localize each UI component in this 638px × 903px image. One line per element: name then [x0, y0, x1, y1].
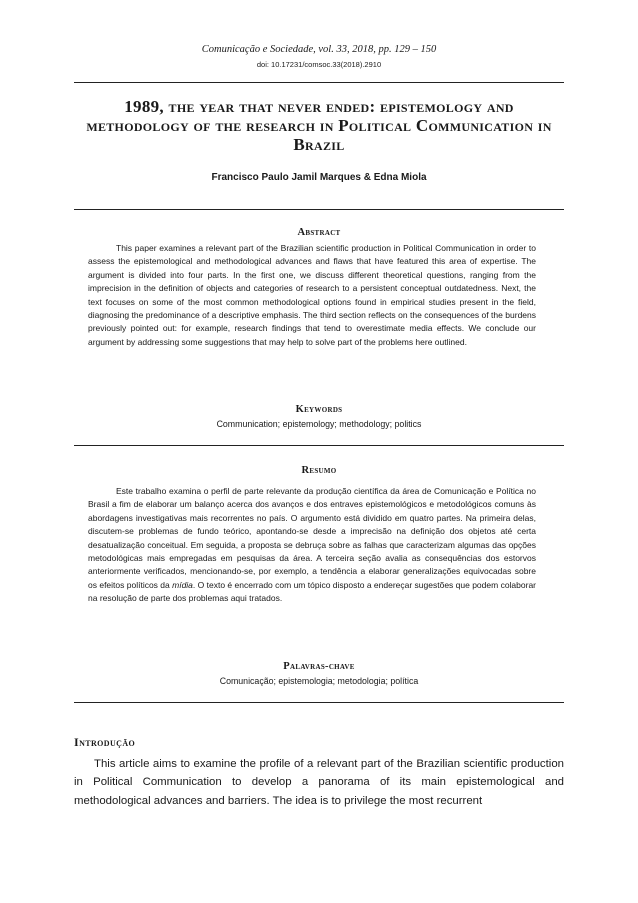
abstract-top-rule	[74, 209, 564, 210]
resumo-text	[88, 485, 536, 606]
keywords-text: Communication; epistemology; methodology; politics	[216, 419, 422, 429]
resumo-heading: Resumo	[301, 465, 337, 476]
article-title: 1989, the year that never ended: epistemology and methodology of the research in Political Communication in Brazil	[86, 97, 552, 154]
article-authors: Francisco Paulo Jamil Marques & Edna Miola	[211, 172, 427, 183]
abstract-heading: Abstract	[297, 227, 341, 238]
doi-line: doi: 10.17231/comsoc.33(2018).2910	[256, 60, 382, 69]
resumo-text-before: Este trabalho examina o perfil de parte relevante da produção científica da área de Comunicação e Política no Brasil a fim de elaborar um balanço acerca dos avanços e dos entraves epistemológicos e metodológicos comuns às abordagens investigativas mais recorrentes no país. O argumento está dividido em quatro partes. Na primeira delas, discutem-se problemas de fundo teórico, apontando-se desde a imprecisão na definição dos objetos até certa desatualização conceitual. Em seguida, a proposta se debruça sobre as falhas que caracterizam algumas das opções metodológicas mais empregadas em pesquisas da área. A terceira seção avalia as consequências dos estorvos anteriormente verificados, mencionando-se, por exemplo, a tendência a elaborar generalizações equivocadas sobre os efeitos políticos da	[88, 486, 536, 590]
palavras-chave-heading: Palavras-chave	[283, 661, 355, 672]
resumo-text-after: . O texto é encerrado com um tópico disposto a endereçar sugestões que podem colaborar na resolução de parte dos problemas aqui tratados.	[88, 579, 537, 604]
introduction-text: This article aims to examine the profile of a relevant part of the Brazilian scientific production in Political Communication to develop a panorama of its main epistemological and methodological advances and barriers. The idea is to privilege the most recurrent	[74, 758, 564, 807]
resumo-emphasis: mídia	[172, 579, 193, 590]
header-rule	[74, 82, 564, 83]
journal-citation: Comunicação e Sociedade, vol. 33, 2018, pp. 129 – 150	[201, 44, 437, 55]
resumo-bottom-rule	[74, 702, 564, 703]
resumo-top-rule	[74, 445, 564, 446]
abstract-text: This paper examines a relevant part of the Brazilian scientific production in Political Communication in order to assess the epistemological and methodological advances and flaws that have featured this area of expertise. The argument is divided into four parts. In the first one, we discuss different theoretical questions, ranging from the imprecision in the definition of objects and categories of research to a persistent conceptual outdatedness. Next, the text focuses on some of the most common methodological options found in empirical studies present in the field, diagnosing the predominance of a descriptive emphasis. The third section reflects on the consequences of the burdens previously pointed out: for example, research findings that tend to overestimate media effects. We conclude our argument by addressing some suggestions that may help to solve part of the problems here outlined.	[88, 243, 536, 347]
keywords-heading: Keywords	[295, 404, 343, 415]
introduction-heading: Introdução	[74, 735, 136, 749]
palavras-chave-text: Comunicação; epistemologia; metodologia; política	[219, 676, 419, 686]
